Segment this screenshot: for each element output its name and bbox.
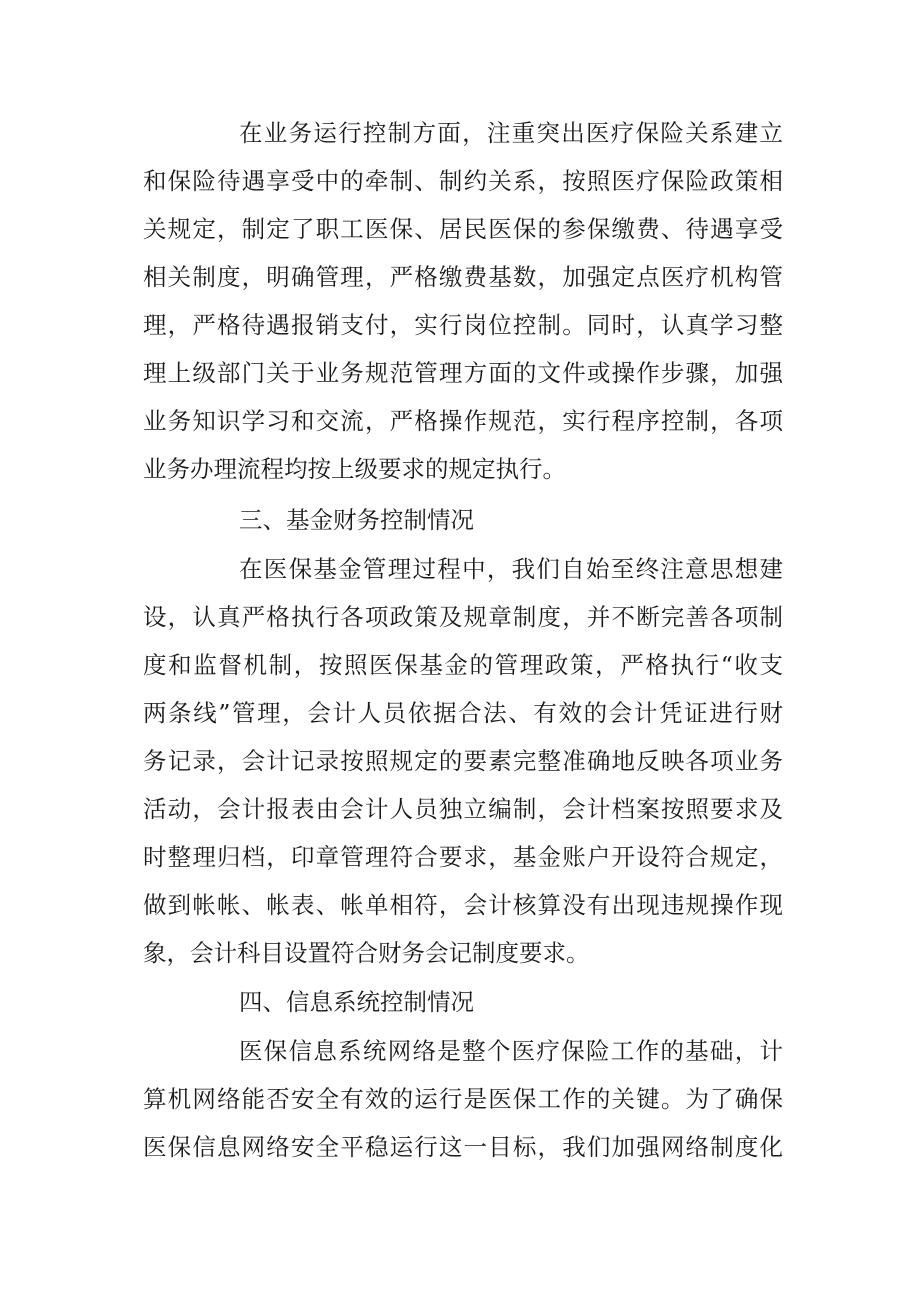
- section-heading: 三、基金财务控制情况: [239, 506, 474, 534]
- paragraph-line: 医保信息系统网络是整个医疗保险工作的基础，计: [239, 1037, 783, 1065]
- paragraph-line: 理上级部门关于业务规范管理方面的文件或操作步骤，加强: [143, 359, 783, 387]
- paragraph-line: 度和监督机制，按照医保基金的管理政策，严格执行“收支: [143, 651, 783, 679]
- paragraph-line: 务记录，会计记录按照规定的要素完整准确地反映各项业务: [143, 747, 783, 775]
- paragraph-line: 业务办理流程均按上级要求的规定执行。: [143, 455, 566, 483]
- paragraph-line: 和保险待遇享受中的牵制、制约关系，按照医疗保险政策相: [143, 167, 783, 195]
- paragraph-line: 活动，会计报表由会计人员独立编制，会计档案按照要求及: [143, 795, 783, 823]
- paragraph-line: 理，严格待遇报销支付，实行岗位控制。同时，认真学习整: [143, 311, 783, 339]
- paragraph-line: 相关制度，明确管理，严格缴费基数，加强定点医疗机构管: [143, 263, 783, 291]
- paragraph-line: 算机网络能否安全有效的运行是医保工作的关键。为了确保: [143, 1085, 783, 1113]
- section-heading: 四、信息系统控制情况: [239, 988, 474, 1016]
- paragraph-line: 做到帐帐、帐表、帐单相符，会计核算没有出现违规操作现: [143, 891, 783, 919]
- paragraph-line: 医保信息网络安全平稳运行这一目标，我们加强网络制度化: [143, 1133, 783, 1161]
- paragraph-line: 时整理归档，印章管理符合要求，基金账户开设符合规定，: [143, 843, 783, 871]
- paragraph-line: 在业务运行控制方面，注重突出医疗保险关系建立: [239, 119, 783, 147]
- paragraph-line: 关规定，制定了职工医保、居民医保的参保缴费、待遇享受: [143, 215, 783, 243]
- paragraph-line: 象，会计科目设置符合财务会记制度要求。: [143, 939, 590, 967]
- paragraph-line: 设，认真严格执行各项政策及规章制度，并不断完善各项制: [143, 603, 783, 631]
- paragraph-line: 两条线”管理，会计人员依据合法、有效的会计凭证进行财: [143, 699, 783, 727]
- paragraph-line: 业务知识学习和交流，严格操作规范，实行程序控制，各项: [143, 407, 783, 435]
- paragraph-line: 在医保基金管理过程中，我们自始至终注意思想建: [239, 555, 783, 583]
